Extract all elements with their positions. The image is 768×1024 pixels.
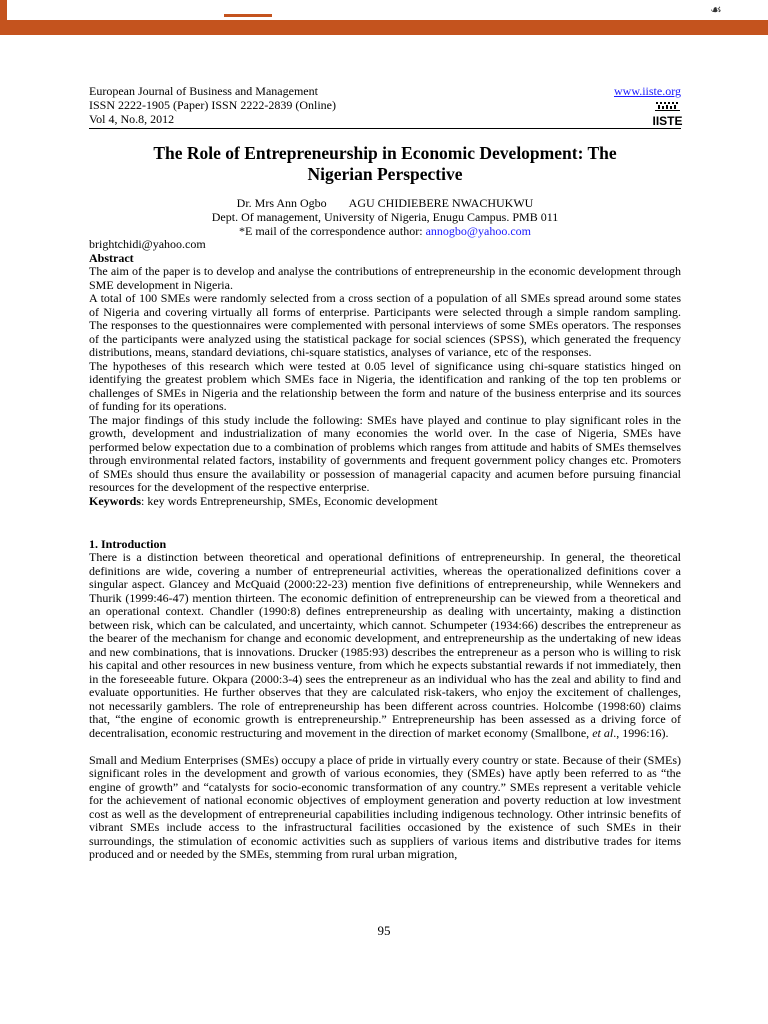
author-2: AGU CHIDIEBERE NWACHUKWU: [348, 196, 534, 210]
correspondence-label: *E mail of the correspondence author:: [239, 224, 426, 238]
paragraph-gap: [89, 740, 681, 754]
journal-volume: Vol 4, No.8, 2012: [89, 112, 175, 126]
correspondence-email-link[interactable]: annogbo@yahoo.com: [425, 224, 531, 238]
abstract-paragraph-1: The aim of the paper is to develop and analyse the contributions of entrepreneurship in the economic development through SME development in Nigeria.: [89, 264, 681, 292]
intro-p1-italic: et al: [592, 725, 614, 740]
banner-band: [0, 20, 768, 35]
intro-p1-end: ., 1996:16).: [613, 725, 669, 740]
keywords-text: : key words Entrepreneurship, SMEs, Economic development: [141, 493, 438, 508]
abstract-paragraph-3: The hypotheses of this research which were tested at 0.05 level of significance using chi-square statistics hinged on identifying the greatest problem which SMEs face in Nigeria, the identification and ranking of the top ten problems or challenges of SMEs in Nigeria and the relationship between the form and nature of the business enterprise and its sources of funding for its operations.: [89, 358, 681, 413]
introduction-heading: 1. Introduction: [89, 536, 167, 551]
abstract-section: [89, 252, 681, 509]
author-1: Dr. Mrs Ann Ogbo: [236, 196, 327, 210]
journal-name: European Journal of Business and Management: [89, 84, 318, 98]
introduction-section: [89, 538, 681, 862]
page-number: 95: [377, 923, 391, 938]
scroll-ornament-icon: ☙: [710, 2, 722, 17]
title-line-2: Nigerian Perspective: [307, 164, 463, 184]
journal-issn: ISSN 2222-1905 (Paper) ISSN 2222-2839 (Online): [89, 98, 336, 112]
header-rule: [89, 128, 681, 129]
banner-tab-mark: [224, 14, 272, 17]
abstract-paragraph-2: A total of 100 SMEs were randomly selected from a cross section of a population of all SMEs spread around some states of Nigeria and covering virtually all forms of enterprise. Participants were selected through a simple random sampling. The responses to the questionnaires were complemented with personal interviews of some SMEs operators. The responses of the participants were analyzed using the statistical package for social sciences (SPSS), which generated the frequency distributions, means, standard deviations, chi-square statistics, analyses of variance, etc of the responses.: [89, 291, 681, 359]
author-line: [89, 196, 681, 210]
top-banner: [0, 0, 768, 35]
journal-website-link[interactable]: www.iiste.org: [614, 84, 681, 98]
logo-lettering: IISTE: [652, 114, 683, 128]
intro-p1-text: There is a distinction between theoretical and operational definitions of entrepreneurship. In general, the theoretical definitions are wide, covering a number of entrepreneurial activities, whereas the operationalized definitions cover a singular aspect. Glancey and McQuaid (2000:22-23) mention five definitions of entrepreneurship, while Wennekers and Thurik (1999:46-47) mention thirteen. The economic definition of entrepreneurship can be viewed from a theoretical and an operational context. Chandler (1990:8) defines entrepreneurship as dealing with uncertainty, making a distinction between risk, which can be calculated, and uncertainty, which cannot. Schumpeter (1934:66) describes the entrepreneur as the bearer of the mechanism for change and economic development, and entrepreneurship as the undertaking of new ideas and new combinations, that is innovations. Drucker (1985:93) describes the entrepreneur as a person who is willing to risk his capital and other resources in new business venture, from which he expects substantial rewards if not immediately, then in the foreseeable future. Okpara (2000:3-4) sees the entrepreneur as an individual who has the zeal and ability to find and evaluate opportunities. He further observes that they are calculated risk-takers, who enjoy the excitement of challenges, not necessarily gamblers. The role of entrepreneurship has been different across countries. Holcombe (1998:60) claims that, “the engine of economic growth is entrepreneurship.” Entrepreneurship has been assessed as a driving force of decentralisation, economic restructuring and movement in the direction of market economy (Smallbone,: [89, 550, 681, 740]
title-line-1: The Role of Entrepreneurship in Economic Development: The: [153, 143, 617, 163]
journal-header: [89, 84, 681, 126]
keywords-label: Keywords: [89, 493, 141, 508]
introduction-paragraph-2: Small and Medium Enterprises (SMEs) occupy a place of pride in virtually every country or state. Because of their (SMEs) significant roles in the development and growth of various economies, they (SMEs) have aptly been referred to as “the engine of growth” and “catalysts for socio-economic transformation of any country.” SMEs represent a veritable vehicle for the achievement of national economic objectives of employment generation and poverty reduction at low investment cost as well as the development of entrepreneurial capabilities including indigenous technology. Other intrinsic benefits of vibrant SMEs include access to the infrastructural facilities occasioned by the existence of such SMEs in their surroundings, the stimulation of economic activities such as suppliers of various items and distributive trades for items produced and or needed by the SMEs, stemming from rural urban migration,: [89, 752, 681, 861]
introduction-paragraph-1: [89, 551, 681, 740]
alt-email: brightchidi@yahoo.com: [89, 237, 206, 251]
correspondence-line: [89, 224, 681, 238]
paper-title: [89, 143, 681, 185]
abstract-paragraph-4: The major findings of this study include the following: SMEs have played and continue to play significant roles in the growth, development and industrialization of many economies the world over. In the case of Nigeria, SMEs have performed below expectation due to a combination of problems which ranges from attitude and habits of SMEs themselves through environmental related factors, instability of governments and frequent government policy changes etc. Promoters of SMEs should thus ensure the availability or possession of managerial capacity and acumen before pursuing financial resources for the development of the respective enterprise.: [89, 412, 681, 494]
abstract-heading: Abstract: [89, 250, 134, 265]
iiste-logo: [654, 101, 681, 127]
keywords-line: [89, 495, 681, 509]
affiliation: Dept. Of management, University of Nigeria, Enugu Campus. PMB 011: [211, 210, 559, 224]
author-block: [89, 196, 681, 238]
